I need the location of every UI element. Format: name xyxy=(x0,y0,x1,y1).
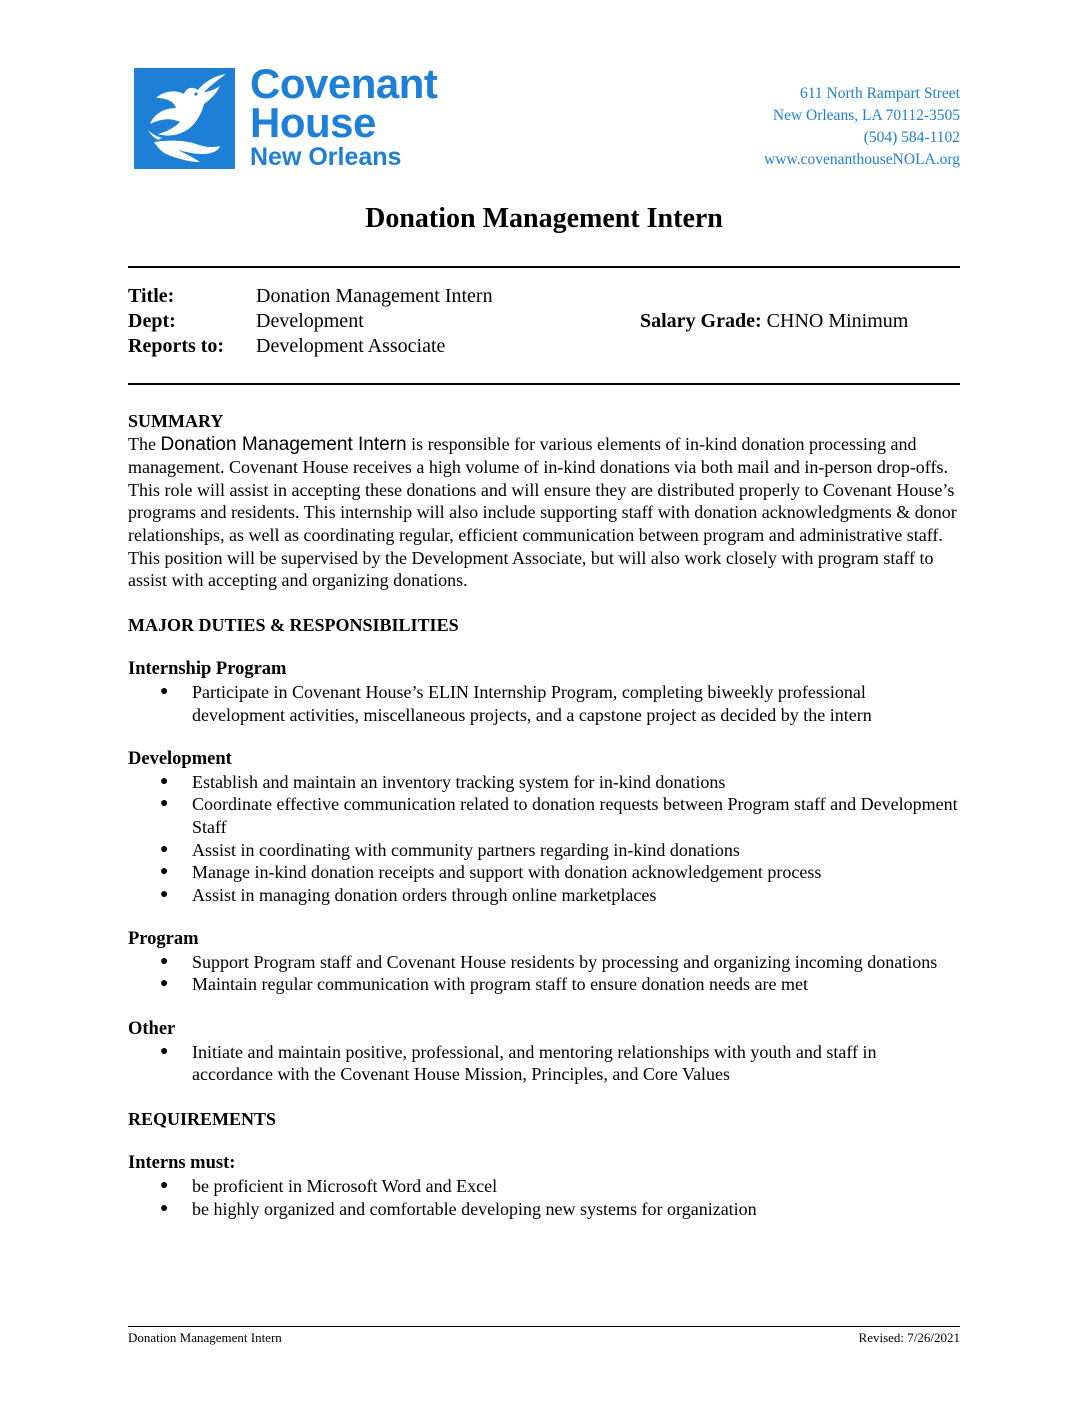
bullet-icon: ● xyxy=(160,886,169,902)
logo-wordmark xyxy=(250,60,438,172)
summary-paragraph xyxy=(128,433,960,592)
section-title-other: Other xyxy=(128,1019,176,1040)
info-row-title xyxy=(128,284,493,309)
covenant-house-logo xyxy=(134,60,454,172)
bullet-icon: ● xyxy=(160,1178,169,1194)
bullet-icon: ● xyxy=(160,953,169,969)
bullet-icon: ● xyxy=(160,864,169,880)
list-item: ● be proficient in Microsoft Word and Excel xyxy=(160,1176,498,1197)
summary-text: is responsible for various elements of in-kind donation processing and management. Covenant House receives a high volume of in-kind donations via both mail and in-person drop-offs. This role will assist in accepting these donations and will ensure they are distributed properly to Covenant House’s programs and residents. This internship will also include supporting staff with donation acknowledgments & donor relationships, as well as coordinating regular, efficient communication between program and administrative staff. This position will be supervised by the Development Associate, but will also work closely with program staff to assist with accepting and organizing donations. xyxy=(128,433,957,591)
development-list xyxy=(128,771,960,907)
requirements-list xyxy=(128,1175,960,1220)
bullet-icon: ● xyxy=(160,976,169,992)
list-item: ● Coordinate effective communication related to donation requests between Program staff and Development Staff xyxy=(160,794,958,837)
title-value: Donation Management Intern xyxy=(256,285,493,307)
footer-document-name: Donation Management Intern xyxy=(128,1330,282,1345)
bullet-icon: ● xyxy=(160,773,169,789)
program-list xyxy=(128,951,960,996)
address-website[interactable]: www.covenanthouseNOLA.org xyxy=(764,151,960,168)
section-title-development: Development xyxy=(128,749,232,770)
info-row-dept xyxy=(128,309,493,334)
internship-list xyxy=(128,681,960,726)
info-row-reports xyxy=(128,334,493,359)
bullet-icon: ● xyxy=(160,1043,169,1059)
address-city: New Orleans, LA 70112-3505 xyxy=(772,107,960,124)
list-item: ● Initiate and maintain positive, professional, and mentoring relationships with youth and staff in accordance with the Covenant House Mission, Principles, and Core Values xyxy=(160,1041,877,1085)
summary-heading: SUMMARY xyxy=(128,411,224,431)
list-item: ● Support Program staff and Covenant House residents by processing and organizing incoming donations xyxy=(160,951,938,972)
list-item: ● Assist in coordinating with community partners regarding in-kind donations xyxy=(160,839,740,860)
address-phone: (504) 584-1102 xyxy=(863,129,960,146)
salary-grade xyxy=(640,309,908,334)
requirements-heading: REQUIREMENTS xyxy=(128,1108,277,1129)
duties-heading: MAJOR DUTIES & RESPONSIBILITIES xyxy=(128,614,459,635)
footer-revised-date: Revised: 7/26/2021 xyxy=(858,1330,960,1345)
position-info xyxy=(128,284,493,359)
section-title-internship: Internship Program xyxy=(128,659,287,680)
top-divider xyxy=(128,266,960,268)
footer-divider xyxy=(128,1326,960,1327)
document-body xyxy=(128,410,960,1220)
document-title: Donation Management Intern xyxy=(365,203,723,234)
bullet-icon: ● xyxy=(160,1200,169,1216)
section-title-program: Program xyxy=(128,929,199,950)
logo-line-house: House xyxy=(250,99,376,146)
list-item: ● be highly organized and comfortable developing new systems for organization xyxy=(160,1198,757,1219)
list-item: ● Participate in Covenant House’s ELIN Internship Program, completing biweekly professional development activities, miscellaneous projects, and a capstone project as decided by the intern xyxy=(160,681,872,725)
reports-value: Development Associate xyxy=(256,335,446,357)
salary-value: CHNO Minimum xyxy=(766,310,909,332)
bullet-icon: ● xyxy=(160,683,169,699)
logo-line-new-orleans: New Orleans xyxy=(250,143,402,171)
bullet-icon: ● xyxy=(160,796,169,812)
info-divider xyxy=(128,383,960,385)
reports-label: Reports to: xyxy=(128,335,225,357)
address-street: 611 North Rampart Street xyxy=(800,85,960,102)
logo-line-covenant: Covenant xyxy=(250,60,438,107)
requirements-subheading: Interns must: xyxy=(128,1153,236,1174)
list-item: ● Manage in-kind donation receipts and support with donation acknowledgement process xyxy=(160,862,822,883)
dept-value: Development xyxy=(256,310,364,332)
organization-address xyxy=(764,83,960,171)
list-item: ● Establish and maintain an inventory tracking system for in-kind donations xyxy=(160,771,726,792)
salary-label: Salary Grade: xyxy=(640,310,762,332)
other-list xyxy=(128,1041,960,1086)
dove-hands-logo-icon xyxy=(134,68,235,169)
dept-label: Dept: xyxy=(128,310,176,332)
title-label: Title: xyxy=(128,285,175,307)
summary-lead: The xyxy=(128,433,161,454)
bullet-icon: ● xyxy=(160,841,169,857)
list-item: ● Maintain regular communication with program staff to ensure donation needs are met xyxy=(160,974,808,995)
summary-role: Donation Management Intern xyxy=(160,433,407,455)
list-item: ● Assist in managing donation orders through online marketplaces xyxy=(160,884,657,905)
